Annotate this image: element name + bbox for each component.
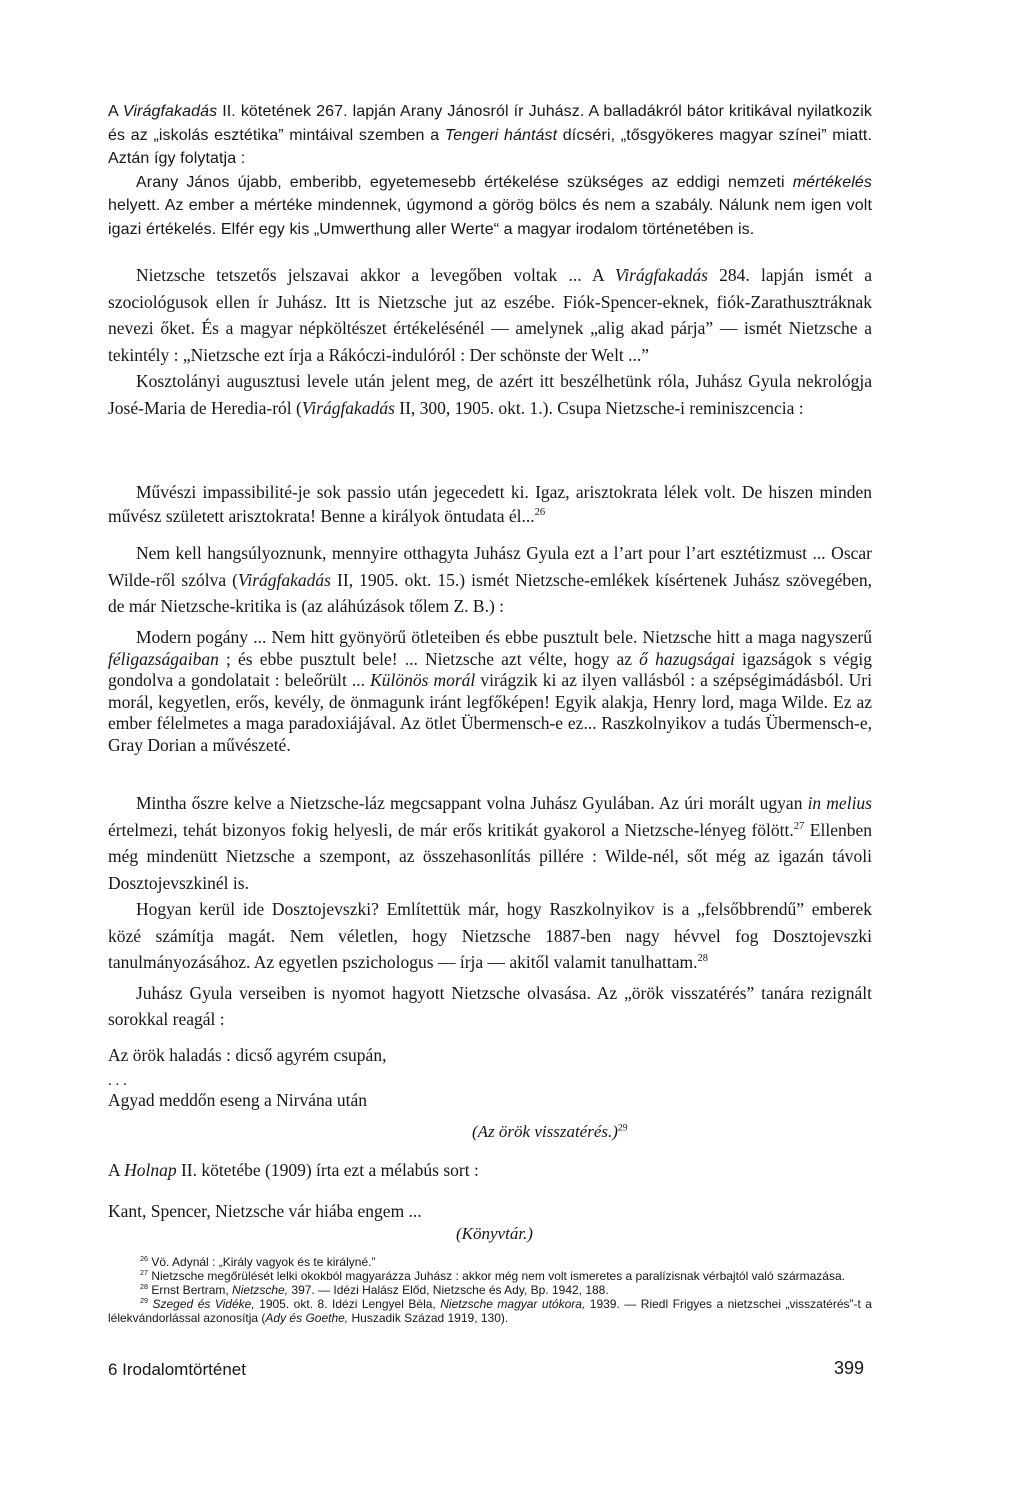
paragraph-block-arany [108, 100, 872, 241]
paragraph-wilde: Nem kell hangsúlyoznunk, mennyire otthagyta Juhász Gyula ezt a l’art pour l’art esztétizmust ... Oscar Wilde-ről szólva (Virágfakadás II, 1905. okt. 15.) ismét Nietzsche-emlékek kísértenek Juhász szövegében, de már Nietzsche-kritika is (az aláhúzások tőlem Z. B.) : [108, 543, 872, 616]
paragraph-arany-quote: Arany János újabb, emberibb, egyetemesebb értékelése szükséges az eddigi nemzeti mértékelés helyett. Az ember a mértéke mindennek, úgymond a görög bölcs és nem a szabály. Nálunk nem igen volt igazi értékelés. Elfér egy kis „Umwerthung aller Werte“ a magyar irodalom történetében is. [108, 173, 872, 238]
quote-heredia [108, 481, 872, 528]
paragraph-nietzsche-slogans: Nietzsche tetszetős jelszavai akkor a levegőben voltak ... A Virágfakadás 284. lapján ismét a szociológusok ellen ír Juhász. Itt is Nietzsche jut az eszébe. Fiók-Spencer-eknek, fiók-Zarathusztráknak nevezi őket. És a magyar népköltészet értékelésénél — amelynek „alig akad párja” — ismét Nietzsche a tekintély : „Nietzsche ezt írja a Rákóczi-indulóról : Der schönste der Welt ...” [108, 265, 872, 365]
paragraph-dostoevsky: Hogyan kerül ide Dosztojevszki? Említettük már, hogy Raszkolnyikov is a „felsőbbrendű” emberek közé számítja magát. Nem véletlen, hogy Nietzsche 1887-ben nagy hévvel fog Dosztojevszki tanulmányozásához. Az egyetlen pszichologus — írja — akitől valamit tanulhattam.$^{28}$ [108, 899, 872, 972]
paragraph-block-dostoevsky [108, 790, 872, 1033]
paragraph-holnap: A Holnap II. kötetébe (1909) írta ezt a mélabús sort : [108, 1160, 479, 1180]
footnote-29: $^{29}$ Szeged és Vidéke, 1905. okt. 8. Idézi Lengyel Béla, Nietzsche magyar utókora, 1939. — Riedl Frigyes a nietzschei „visszatérés”-t a lélekvándorlással azonosítja (Ady és Goethe, Huszadik Század 1919, 130). [108, 1296, 872, 1325]
paragraph-nietzsche-fever: Mintha őszre kelve a Nietzsche-láz megcsappant volna Juhász Gyulában. Az úri morált ugyan in melius értelmezi, tehát bizonyos fokig helyesli, de már erős kritikát gyakorol a Nietzsche-lényeg fölött.$^{27}$ Ellenben még mindenütt Nietzsche a szempont, az összehasonlítás pillére : Wilde-nél, sőt még az igazán távoli Dosztojevszkinél is. [108, 793, 872, 893]
paragraph-eternal-return: Juhász Gyula verseiben is nyomot hagyott Nietzsche olvasása. Az „örök visszatérés” tanára rezignált sorokkal reagál : [108, 982, 872, 1029]
paragraph-arany-intro: A Virágfakadás II. kötetének 267. lapján Arany Jánosról ír Juhász. A balladákról bátor kritikával nyilatkozik és az „iskolás esztétika” mintáival szemben a Tengeri hántást dícséri, „tősgyökeres magyar színei” miatt. Aztán így folytatja : [108, 103, 873, 167]
poem-line-1: Az örök haladás : dicső agyrém csupán, [108, 1045, 387, 1065]
footnote-26: $^{26}$ Vö. Adynál : „Király vagyok és te királyné.” [140, 1254, 376, 1269]
quote-heredia-text: Művészi impassibilité-je sok passio után jegecedett ki. Igaz, arisztokrata lélek volt. De hiszen minden művész született arisztokrata! Benne a királyok öntudata él... [108, 482, 872, 526]
signature-mark: 6 Irodalomtörténet [108, 1360, 246, 1379]
footnote-ref-29: 29 [617, 1122, 628, 1134]
footnote-ref-28: 28 [697, 953, 708, 965]
page-footer [108, 1360, 872, 1384]
poem-library-attribution: (Könyvtár.) [456, 1224, 533, 1243]
page-number: 399 [833, 1358, 864, 1378]
footnote-28: $^{28}$ Ernst Bertram, Nietzsche, 397. — Idézi Halász Előd, Nietzsche és Ady, Bp. 1942, 188. [140, 1282, 609, 1297]
footnote-27: $^{27}$ Nietzsche megőrülését lelki okokból magyarázza Juhász : akkor még nem volt ismeretes a paralízisnak vérbajtól való származása. [140, 1268, 845, 1283]
paragraph-heredia: Kosztolányi augusztusi levele után jelent meg, de azért itt beszélhetünk róla, Juhász Gyula nekrológja José-Maria de Heredia-ról (Virágfakadás II, 300, 1905. okt. 1.). Csupa Nietzsche-i reminiszcencia : [108, 371, 872, 418]
poem-line-2: Agyad meddőn eseng a Nirvána után [108, 1090, 368, 1110]
paragraph-block-nietzsche [108, 262, 872, 421]
poem-library-line: Kant, Spencer, Nietzsche vár hiába engem ... [108, 1201, 422, 1221]
poem-library [108, 1198, 872, 1244]
poem-eternal-return [108, 1042, 872, 1142]
footnote-ref-26: 26 [534, 506, 546, 518]
quote-wilde: Modern pogány ... Nem hitt gyönyörű ötleteiben és ebbe pusztult bele. Nietzsche hitt a maga nagyszerű féligazságaiban ; és ebbe pusztult bele! ... Nietzsche azt vélte, hogy az ő hazugságai igazságok s végig gondolva a gondolatait : beleőrült ... Különös morál virágzik ki az ilyen vallásból : a szépségimádásból. Uri morál, kegyetlen, erős, kevély, de önmagunk iránt legfőképen! Egyik alakja, Henry lord, maga Wilde. Ez az ember félelmetes a maga paradoxiájával. Az ötlet Übermensch-e ez... Raszkolnyikov a tudás Übermensch-e, Gray Dorian a művészeté. [108, 627, 873, 755]
paragraph-block-wilde [108, 540, 872, 620]
poem-ellipsis: . . . [108, 1073, 127, 1089]
poem-attribution: (Az örök visszatérés.)$^{29}$ [472, 1122, 628, 1141]
footnote-ref-27: 27 [793, 820, 805, 832]
footnotes [108, 1255, 872, 1325]
